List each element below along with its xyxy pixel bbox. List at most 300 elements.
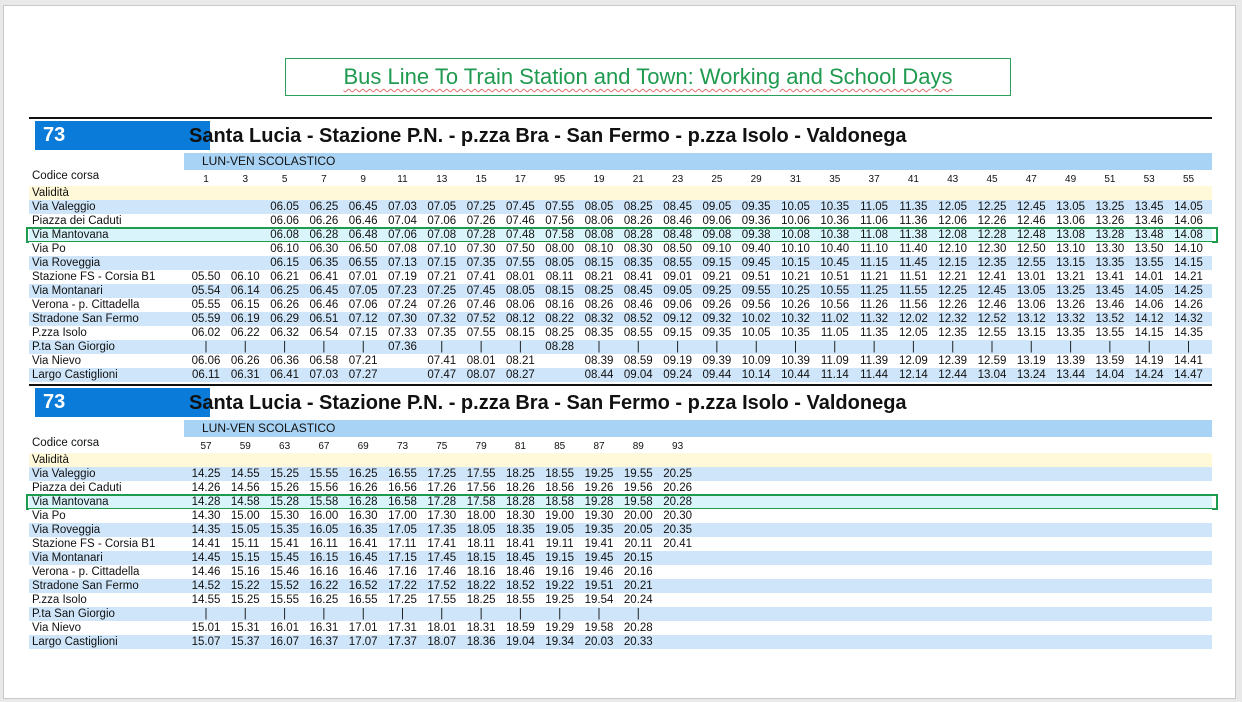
highlight-box [26,494,1218,510]
departure-time: 17.01 [348,622,378,634]
departure-time: 14.05 [1134,285,1164,297]
departure-time: 08.25 [584,285,614,297]
trip-code: 43 [947,174,959,185]
departure-time: 14.47 [1174,369,1203,381]
departure-time: 07.46 [506,215,535,227]
stop-row [29,537,1212,551]
departure-time: 16.16 [309,566,339,578]
departure-time: 19.25 [584,468,614,480]
trip-code: 59 [239,441,251,452]
stop-row [29,621,1212,635]
departure-time: 07.58 [545,229,575,241]
departure-time: 12.44 [938,369,968,381]
trip-code: 75 [436,441,448,452]
departure-time: 10.02 [741,313,771,325]
departure-time: 19.46 [584,566,614,578]
departure-time: 13.05 [1056,201,1085,213]
departure-time: 14.01 [1134,271,1164,283]
departure-time: 08.15 [584,257,614,269]
departure-time: 08.35 [584,327,614,339]
departure-time: 10.36 [820,215,850,227]
trip-code: 87 [593,441,605,452]
departure-time: 10.09 [741,355,771,367]
header-rule [29,117,1212,119]
trip-code: 29 [750,174,762,185]
departure-time: 19.00 [545,510,575,522]
departure-time: 12.08 [938,229,968,241]
departure-time: 13.21 [1056,271,1085,283]
departure-time: 18.45 [506,552,535,564]
departure-time: 14.19 [1134,355,1164,367]
departure-time: 06.25 [309,201,339,213]
departure-time: 08.30 [623,243,653,255]
departure-time: 11.36 [899,215,928,227]
departure-time: 14.06 [1174,215,1203,227]
departure-time: 07.25 [466,201,496,213]
departure-time: 06.14 [230,285,260,297]
departure-time: 13.26 [1095,215,1125,227]
departure-time: 06.02 [191,327,221,339]
departure-time: 08.55 [623,327,653,339]
departure-time: 13.44 [1056,369,1085,381]
departure-time: 06.36 [270,355,299,367]
departure-time: 17.58 [466,496,496,508]
trip-code: 13 [436,174,448,185]
departure-time: 06.25 [270,285,299,297]
stop-name: Via Mantovana [32,496,109,508]
departure-time: 07.55 [506,257,535,269]
departure-time: 08.05 [584,201,614,213]
departure-time: 12.55 [1016,257,1046,269]
departure-time: 13.05 [1016,285,1046,297]
departure-time: 12.30 [977,243,1007,255]
departure-time: 19.26 [584,482,614,494]
departure-time: 16.25 [348,468,378,480]
departure-time: 09.51 [741,271,771,283]
departure-time: | [518,608,522,620]
departure-time: 08.06 [584,215,614,227]
departure-time: 07.19 [388,271,417,283]
departure-time: 19.15 [545,552,575,564]
departure-time: | [754,341,758,353]
departure-time: 10.51 [820,271,850,283]
departure-time: 06.55 [348,257,378,269]
departure-time: 20.33 [623,636,653,648]
stop-name: Verona - p. Cittadella [32,566,140,578]
trip-code: 93 [672,441,684,452]
departure-time: 08.12 [506,313,535,325]
departure-time: 16.22 [309,580,339,592]
departure-time: 16.01 [270,622,299,634]
departure-time: 12.50 [1016,243,1046,255]
departure-time: 14.25 [191,468,221,480]
stop-row [29,509,1212,523]
departure-time: 16.15 [309,552,339,564]
departure-time: 07.55 [545,201,575,213]
departure-time: 17.52 [427,580,457,592]
validity-row [29,186,1212,200]
departure-time: 17.55 [466,468,496,480]
departure-time: 14.58 [230,496,260,508]
departure-time: 18.31 [466,622,496,634]
departure-time: 12.14 [899,369,928,381]
departure-time: 13.08 [1056,229,1085,241]
departure-time: | [204,608,208,620]
departure-time: 15.25 [230,594,260,606]
departure-time: 15.01 [191,622,221,634]
departure-time: | [951,341,955,353]
departure-time: 10.55 [820,285,850,297]
stop-row [29,354,1212,368]
departure-time: 07.47 [427,369,457,381]
departure-time: 09.06 [702,215,732,227]
departure-time: 14.05 [1174,201,1203,213]
departure-time: 08.00 [545,243,575,255]
departure-time: 08.39 [584,355,614,367]
departure-time: 11.35 [899,201,928,213]
departure-time: 13.52 [1095,313,1125,325]
departure-time: 05.55 [191,299,221,311]
departure-time: 08.46 [623,299,653,311]
departure-time: 10.35 [781,327,810,339]
departure-time: | [1187,341,1190,353]
departure-time: 14.30 [191,510,221,522]
trip-code: 5 [281,174,288,185]
departure-time: 08.07 [466,369,496,381]
departure-time: 07.05 [427,201,457,213]
departure-time: 11.14 [820,369,849,381]
departure-time: 13.46 [1095,299,1125,311]
departure-time: | [440,341,444,353]
departure-time: 09.45 [741,257,771,269]
departure-time: 10.05 [741,327,771,339]
stop-row [29,326,1212,340]
departure-time: 19.25 [545,594,575,606]
validity-row [29,453,1212,467]
departure-time: 13.35 [1095,257,1125,269]
departure-time: 19.41 [584,538,614,550]
departure-time: 18.11 [467,538,496,550]
departure-time: | [990,341,994,353]
trip-code: 49 [1065,174,1077,185]
stop-name: Piazza dei Caduti [32,215,122,227]
departure-time: 13.19 [1016,355,1046,367]
departure-time: 14.35 [1174,327,1203,339]
departure-time: 10.15 [781,257,810,269]
departure-time: 07.30 [388,313,417,325]
departure-time: 15.55 [270,594,299,606]
stop-name: Via Montanari [32,285,103,297]
departure-time: 11.05 [860,201,889,213]
trip-code: 15 [475,174,487,185]
departure-time: 11.56 [899,299,928,311]
stop-name: Via Valeggio [32,468,96,480]
departure-time: 14.55 [230,468,260,480]
departure-time: 18.07 [427,636,457,648]
departure-time: 19.54 [584,594,614,606]
departure-time: 13.24 [1016,369,1046,381]
departure-time: 06.45 [348,201,378,213]
departure-time: 09.55 [741,285,771,297]
departure-time: 07.26 [427,299,457,311]
departure-time: 06.22 [230,327,260,339]
departure-time: 11.06 [860,215,889,227]
departure-time: 13.12 [1016,313,1046,325]
stop-name: Via Mantovana [32,229,109,241]
trip-code: 69 [357,441,369,452]
departure-time: 06.48 [348,229,378,241]
stop-row [29,214,1212,228]
departure-time: 18.22 [466,580,496,592]
stop-name: Via Valeggio [32,201,96,213]
departure-time: 13.25 [1056,285,1085,297]
departure-time: 06.41 [270,369,299,381]
departure-time: 18.25 [506,468,535,480]
departure-time: 09.40 [741,243,771,255]
departure-time: 06.28 [309,229,339,241]
departure-time: 19.16 [545,566,575,578]
departure-time: | [1029,341,1033,353]
departure-time: 06.45 [309,285,339,297]
departure-time: 16.41 [348,538,378,550]
departure-time: 08.16 [545,299,575,311]
departure-time: 06.51 [309,313,339,325]
departure-time: 17.55 [427,594,457,606]
departure-time: 15.35 [270,524,299,536]
departure-time: 17.45 [427,552,457,564]
departure-time: 08.45 [663,201,692,213]
stop-name: Stradone San Fermo [32,313,139,325]
departure-time: 07.03 [388,201,417,213]
departure-time: 13.25 [1095,201,1125,213]
departure-time: 07.15 [348,327,378,339]
departure-time: 18.26 [506,482,535,494]
stop-row [29,551,1212,565]
departure-time: 18.41 [506,538,535,550]
departure-time: 18.36 [466,636,496,648]
trip-code: 95 [554,174,566,185]
departure-time: 13.45 [1095,285,1125,297]
departure-time: 07.01 [348,271,378,283]
departure-time: 09.10 [702,243,732,255]
trip-code: 73 [396,441,409,452]
departure-time: 07.45 [466,285,496,297]
departure-time: 11.38 [899,229,928,241]
departure-time: 20.35 [663,524,692,536]
departure-time: 07.46 [466,299,496,311]
trip-code: 67 [318,441,330,452]
departure-time: 09.21 [702,271,732,283]
departure-time: 10.40 [820,243,850,255]
departure-time: 17.25 [388,594,417,606]
departure-time: 07.08 [427,229,457,241]
stop-name: Stazione FS - Corsia B1 [32,538,156,550]
departure-time: 12.48 [1016,229,1046,241]
trip-code: 45 [986,174,998,185]
departure-time: 08.35 [623,257,653,269]
departure-time: 12.21 [938,271,968,283]
departure-time: 06.05 [270,201,299,213]
departure-time: 13.26 [1056,299,1085,311]
timetable-2 [29,384,1212,654]
departure-time: 08.46 [663,215,692,227]
departure-time: 13.55 [1134,257,1164,269]
departure-time: 08.21 [584,271,614,283]
stop-name: Verona - p. Cittadella [32,299,140,311]
departure-time: 16.28 [348,496,378,508]
stop-row [29,200,1212,214]
departure-time: 06.50 [348,243,378,255]
departure-time: 07.41 [466,271,496,283]
departure-time: 17.16 [388,566,417,578]
departure-time: 08.06 [506,299,535,311]
stop-name: Largo Castiglioni [32,369,118,381]
departure-time: 07.41 [427,355,457,367]
departure-time: 09.38 [741,229,771,241]
departure-time: 16.37 [309,636,339,648]
departure-time: 17.41 [427,538,457,550]
header-rule [29,384,1212,386]
code-label: Codice corsa [32,437,100,449]
trip-code: 23 [672,174,684,185]
departure-time: 14.10 [1174,243,1203,255]
departure-time: 13.15 [1056,257,1085,269]
departure-time: 15.28 [270,496,299,508]
departure-time: 20.00 [623,510,653,522]
departure-time: 12.25 [977,201,1007,213]
departure-time: 20.21 [623,580,653,592]
departure-time: 18.46 [506,566,535,578]
departure-time: 09.36 [741,215,771,227]
departure-time: 08.59 [623,355,653,367]
departure-time: 08.08 [584,229,614,241]
departure-time: 17.35 [427,524,457,536]
stop-row [29,298,1212,312]
departure-time: 07.23 [388,285,417,297]
departure-time: 10.44 [781,369,810,381]
departure-time: 17.28 [427,496,457,508]
departure-time: 18.30 [506,510,535,522]
departure-time: 06.31 [230,369,260,381]
departure-time: 11.15 [860,257,889,269]
departure-time: 07.05 [348,285,378,297]
departure-time: 15.00 [230,510,260,522]
departure-time: 20.11 [624,538,653,550]
departure-time: 20.41 [663,538,692,550]
stop-name: Via Montanari [32,552,103,564]
departure-time: 08.44 [584,369,614,381]
departure-time: 10.05 [781,201,810,213]
departure-time: 20.16 [623,566,653,578]
departure-time: 20.25 [663,468,692,480]
departure-time: 08.52 [623,313,653,325]
trip-code: 11 [397,174,408,185]
trip-code: 55 [1182,174,1195,185]
route-title: Santa Lucia - Stazione P.N. - p.zza Bra - San Fermo - p.zza Isolo - Valdonega [189,392,907,414]
departure-time: 15.37 [230,636,260,648]
stop-name: Stradone San Fermo [32,580,139,592]
departure-time: 08.28 [623,229,653,241]
departure-time: | [794,341,797,353]
trip-code: 1 [203,174,209,185]
departure-time: 14.25 [1174,285,1203,297]
route-title: Santa Lucia - Stazione P.N. - p.zza Bra - San Fermo - p.zza Isolo - Valdonega [189,125,907,147]
departure-time: 16.55 [348,594,378,606]
departure-time: 06.46 [309,299,339,311]
departure-time: 12.26 [977,215,1007,227]
departure-time: | [518,341,522,353]
departure-time: 08.25 [545,327,575,339]
departure-time: 16.35 [348,524,378,536]
departure-time: 19.45 [584,552,614,564]
stop-row [29,635,1212,649]
departure-time: 18.52 [506,580,535,592]
departure-time: 17.37 [388,636,417,648]
departure-time: | [283,608,287,620]
stop-row [29,579,1212,593]
departure-time: 08.32 [584,313,614,325]
departure-time: 12.59 [977,355,1007,367]
departure-time: 06.11 [192,369,220,381]
stop-name: Largo Castiglioni [32,636,118,648]
departure-time: 13.10 [1056,243,1085,255]
stop-name: Piazza dei Caduti [32,482,122,494]
line-number-badge: 73 [35,121,210,150]
departure-time: 08.26 [584,299,614,311]
stop-row [29,242,1212,256]
departure-time: 12.05 [899,327,928,339]
stop-name: Via Roveggia [32,257,101,269]
departure-time: 08.25 [623,201,653,213]
trip-code: 79 [475,441,487,452]
departure-time: 18.16 [466,566,496,578]
departure-time: 09.19 [663,355,692,367]
departure-time: 14.26 [1174,299,1203,311]
departure-time: 14.55 [191,594,221,606]
departure-time: 12.10 [938,243,968,255]
departure-time: 16.31 [309,622,339,634]
departure-time: 13.46 [1134,215,1164,227]
stop-name: Via Nievo [32,355,82,367]
departure-time: 12.46 [1016,215,1046,227]
departure-time: 08.22 [545,313,575,325]
departure-time: 19.04 [506,636,535,648]
stop-name: Via Roveggia [32,524,101,536]
departure-time: 16.26 [348,482,378,494]
departure-time: 08.05 [506,285,535,297]
departure-time: 15.22 [230,580,260,592]
departure-time: 09.12 [663,313,692,325]
departure-time: | [322,608,326,620]
departure-time: 11.40 [899,243,928,255]
departure-time: 13.30 [1095,243,1125,255]
departure-time: | [322,341,326,353]
departure-time: 17.31 [388,622,417,634]
departure-time: 15.56 [309,482,339,494]
departure-time: 10.26 [781,299,810,311]
departure-time: 13.15 [1016,327,1046,339]
departure-time: 10.25 [781,285,810,297]
departure-time: 10.10 [781,243,810,255]
departure-time: 18.59 [506,622,535,634]
departure-time: 07.28 [466,229,496,241]
trip-code: 17 [514,174,526,185]
departure-time: 18.55 [506,594,535,606]
departure-time: 07.06 [348,299,378,311]
departure-time: | [715,341,719,353]
departure-time: 07.52 [466,313,496,325]
departure-time: 17.15 [388,552,417,564]
